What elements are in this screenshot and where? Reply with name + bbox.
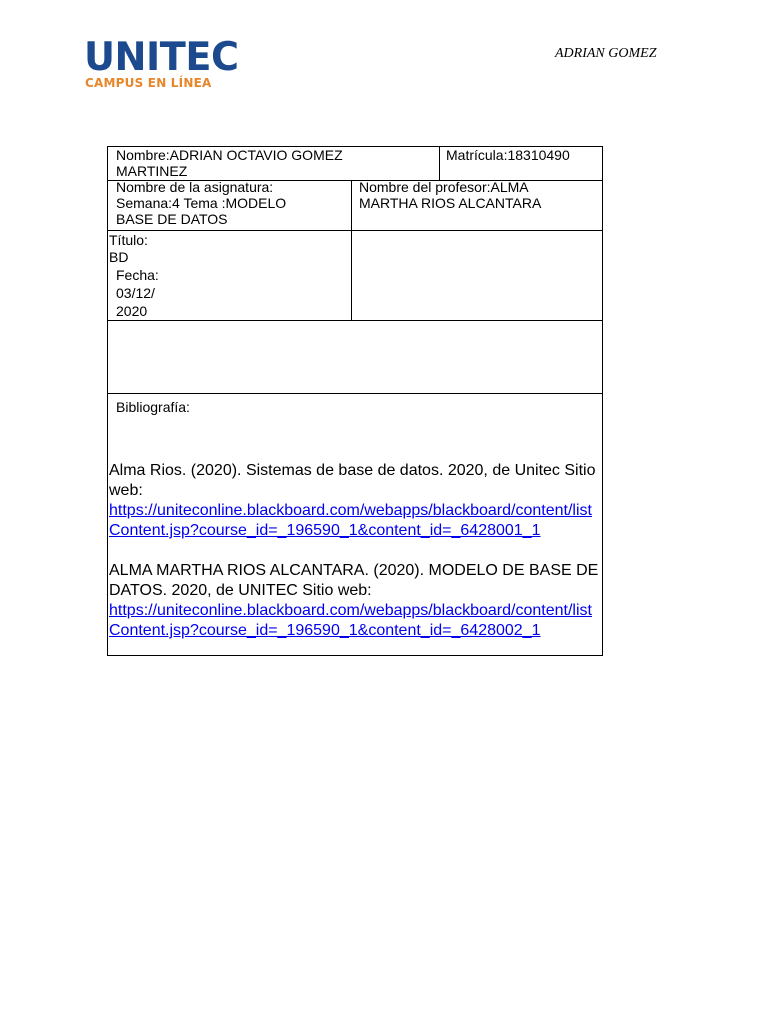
reference-text: ALMA MARTHA RIOS ALCANTARA. (2020). MODELO DE BASE DE DATOS. 2020, de UNITEC Sitio web:	[109, 562, 599, 599]
date-field: Fecha: 03/12/ 2020	[116, 267, 159, 319]
reference-link[interactable]: https://uniteconline.blackboard.com/webapps/blackboard/content/listContent.jsp?course_id=_196590_1&content_id=_6428002_1	[109, 602, 592, 639]
unitec-logo	[84, 35, 239, 94]
row-divider	[108, 393, 602, 394]
title-label: Título:	[109, 232, 148, 248]
logo-subtitle: CAMPUS EN LÍNEA	[85, 76, 212, 90]
column-divider	[439, 147, 440, 180]
column-divider	[351, 180, 352, 320]
row-divider	[108, 320, 602, 321]
title-value: BD	[109, 249, 129, 265]
reference-text: Alma Rios. (2020). Sistemas de base de datos. 2020, de Unitec Sitio web:	[109, 462, 596, 499]
row-divider	[108, 230, 602, 231]
subject-name: Nombre de la asignatura: Semana:4 Tema :MODELO BASE DE DATOS	[116, 179, 287, 227]
assignment-form-table	[107, 146, 603, 656]
reference-1	[109, 441, 602, 541]
bibliography-label: Bibliografía:	[116, 399, 190, 415]
reference-2	[109, 541, 602, 641]
matricula: Matrícula:18310490	[446, 147, 570, 163]
logo-text: UNITEC	[84, 35, 239, 80]
student-name: Nombre:ADRIAN OCTAVIO GOMEZ MARTINEZ	[116, 147, 343, 179]
header-author: ADRIAN GOMEZ	[555, 46, 657, 61]
reference-link[interactable]: https://uniteconline.blackboard.com/webapps/blackboard/content/listContent.jsp?course_id=_196590_1&content_id=_6428001_1	[109, 502, 592, 539]
professor-name: Nombre del profesor:ALMA MARTHA RIOS ALCANTARA	[359, 179, 542, 211]
